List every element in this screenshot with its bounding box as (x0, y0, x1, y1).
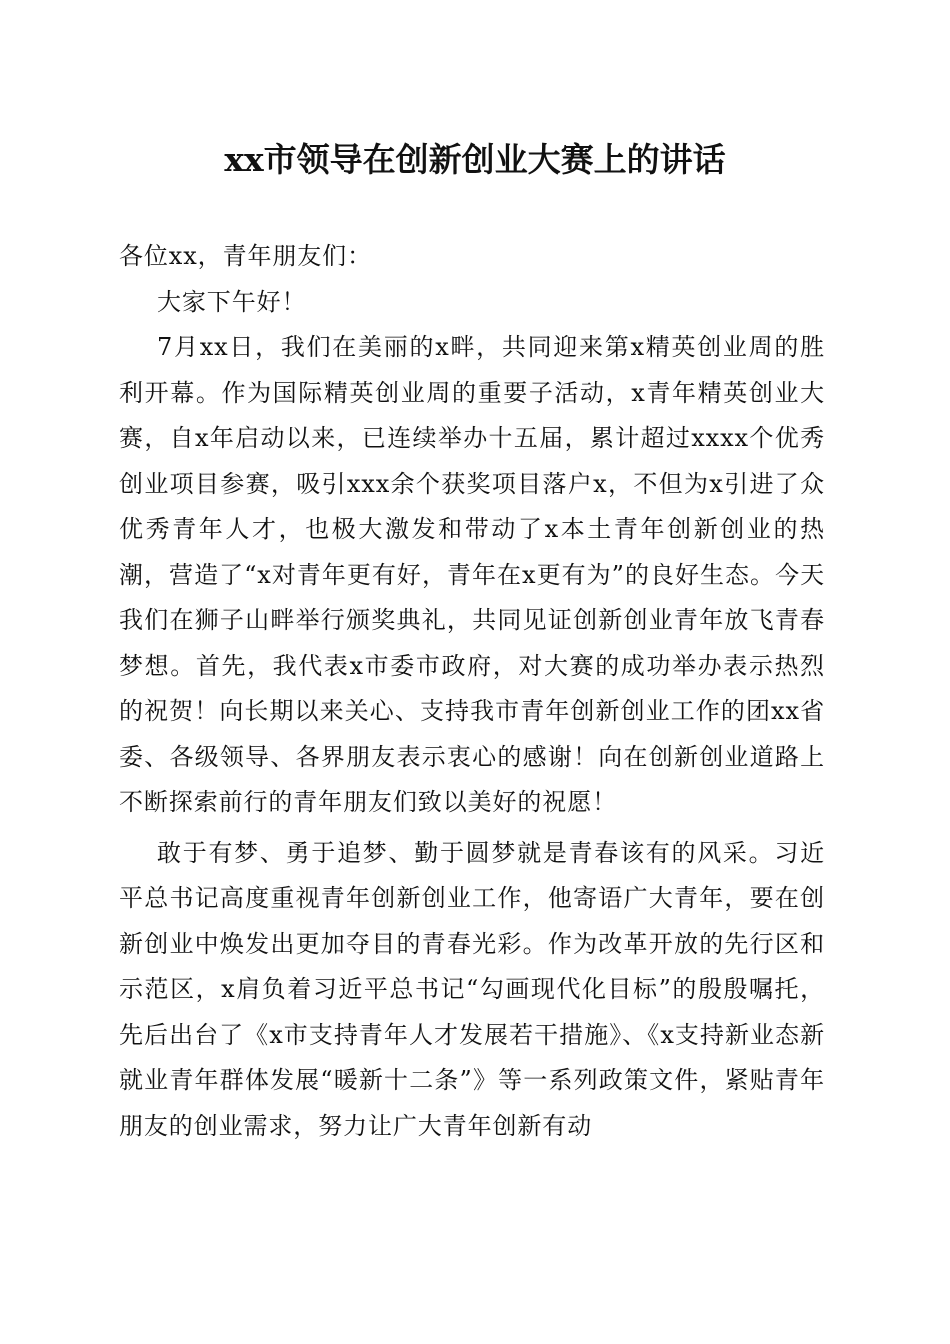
document-body (119, 234, 825, 1149)
paragraph-greeting: 大家下午好！ (157, 287, 307, 316)
salutation: 各位xx，青年朋友们： (119, 242, 372, 270)
document-title: xx市领导在创新创业大赛上的讲话 (224, 140, 726, 179)
paragraph-dream: 敢于有梦、勇于追梦、勤于圆梦就是青春该有的风采。习近平总书记高度重视青年创新创业工作，他寄语广大青年，要在创新创业中焕发出更加夺目的青春光彩。作为改革开放的先行区和示范区，x肩负着习近平总书记“勾画现代化目标”的殷殷嘱托，先后出台了《x市支持青年人才发展若干措施》、《x支持新业态新就业青年群体发展“暖新十二条”》等一系列政策文件，紧贴青年朋友的创业需求，努力让广大青年创新有动 (119, 838, 825, 1140)
paragraph-opening: 7月xx日，我们在美丽的x畔，共同迎来第x精英创业周的胜利开幕。作为国际精英创业周的重要子活动，x青年精英创业大赛，自x年启动以来，已连续举办十五届，累计超过xxxx个优秀创业项目参赛，吸引xxx余个获奖项目落户x，不但为x引进了众优秀青年人才，也极大激发和带动了x本土青年创新创业的热潮，营造了“x对青年更有好，青年在x更有为”的良好生态。今天我们在狮子山畔举行颁奖典礼，共同见证创新创业青年放飞青春梦想。首先，我代表x市委市政府，对大赛的成功举办表示热烈的祝贺！向长期以来关心、支持我市青年创新创业工作的团xx省委、各级领导、各界朋友表示衷心的感谢！向在创新创业道路上不断探索前行的青年朋友们致以美好的祝愿！ (119, 333, 825, 816)
